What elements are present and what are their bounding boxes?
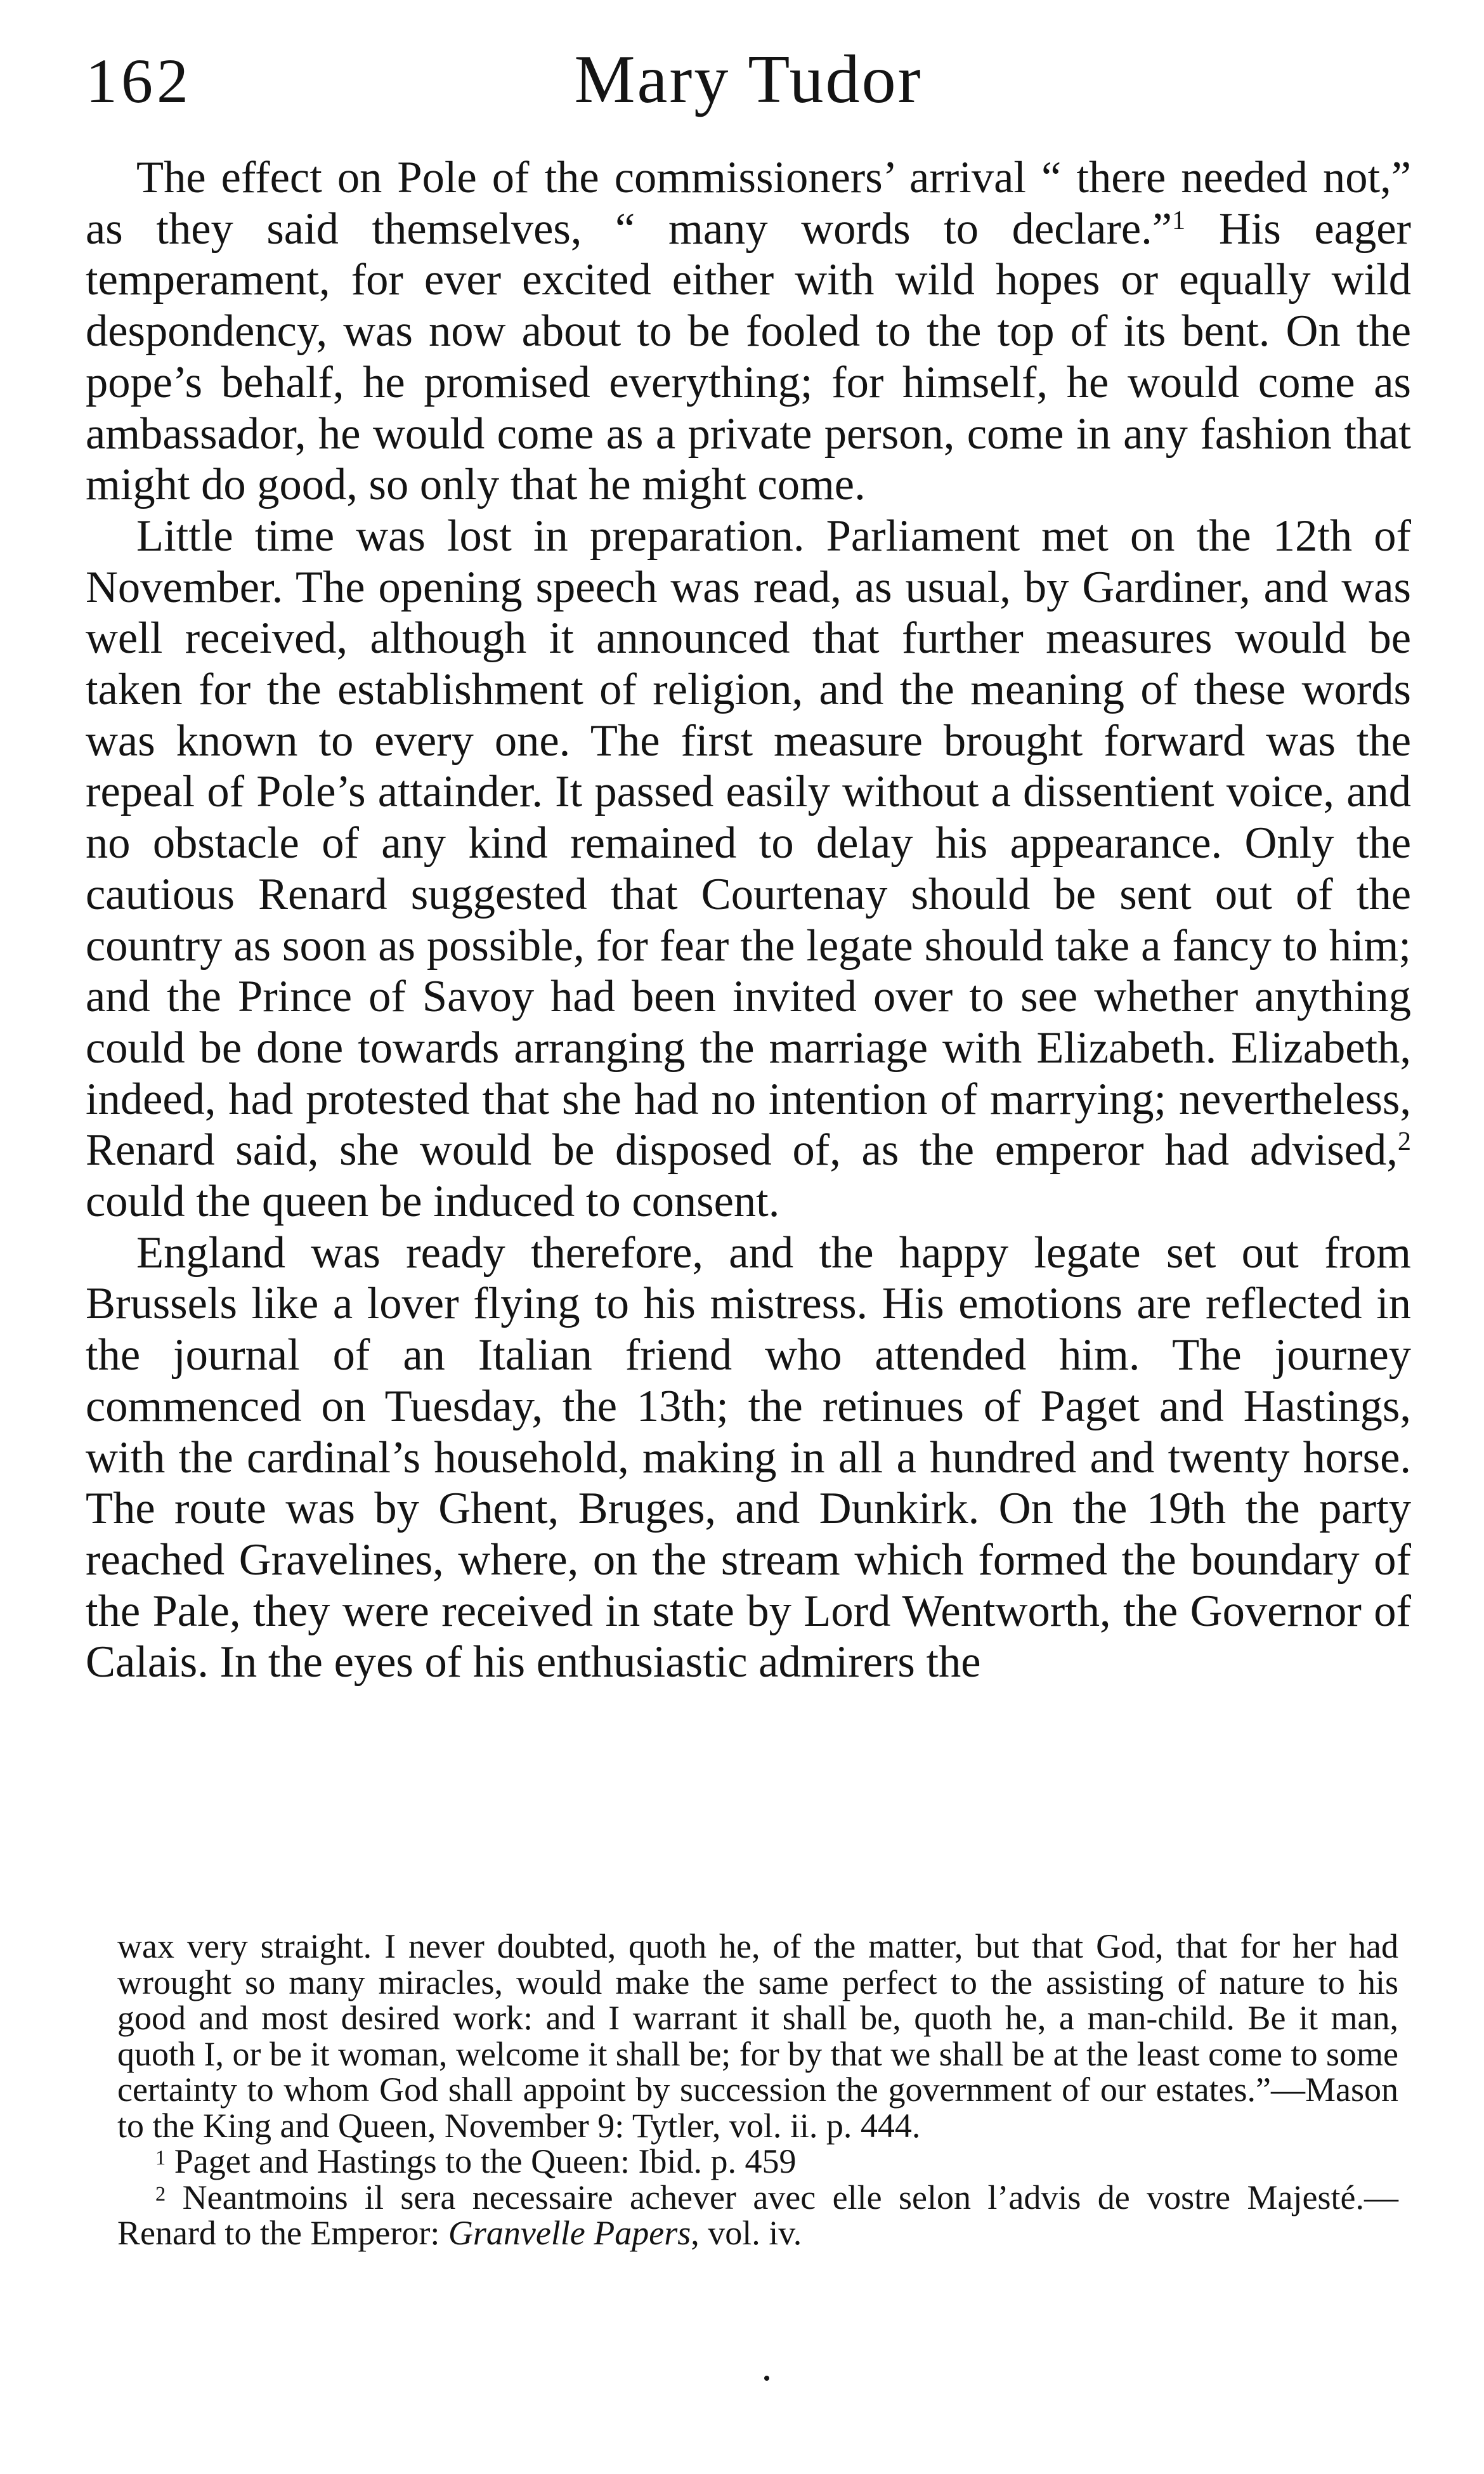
footnote-ref-1: 1 xyxy=(1172,205,1186,235)
footnote-2-book-title: Granvelle Papers xyxy=(448,2214,691,2252)
footnote-2 xyxy=(117,2180,1398,2251)
paragraph-2-text-b: could the queen be induced to consent. xyxy=(86,1177,780,1227)
paragraph-2 xyxy=(86,511,1411,1227)
footnote-continued: wax very straight. I never doubted, quoth he, of the matter, but that God, that for her had wrought so many miracles, would make the same perfect to the assisting of nature to his good and most desired work: and I warrant it shall be, quoth he, a man-child. Be it man, quoth I, or be it woman, welcome it shall be; for by that we shall be at the least come to some certainty to whom God shall appoint by succession the government of our estates.”—Mason to the King and Queen, November 9: Tytler, vol. ii. p. 444. xyxy=(117,1927,1398,2145)
page-header xyxy=(86,38,1411,133)
footnote-1-text: Paget and Hastings to the Queen: Ibid. p. 459 xyxy=(166,2142,797,2180)
paragraph-2-text-a: Little time was lost in preparation. Parliament met on the 12th of November. The opening speech was read, as usual, by Gardiner, and was well received, although it announced that further measures would be taken for the establishment of religion, and the meaning of these words was known to every one. The first measure brought forward was the repeal of Pole’s attainder. It passed easily without a dissentient voice, and no obstacle of any kind remained to delay his appearance. Only the cautious Renard suggested that Courtenay should be sent out of the country as soon as possible, for fear the legate should take a fancy to him; and the Prince of Savoy had been invited over to see whether anything could be done towards arranging the marriage with Elizabeth. Elizabeth, indeed, had protested that she had no intention of marrying; nevertheless, Renard said, she would be disposed of, as the emperor had advised, xyxy=(86,511,1411,1175)
paragraph-1-text-a: The effect on Pole of the commissioners’ arrival “ there needed not,” as they said themselves, “ many words to declare.” xyxy=(86,153,1411,254)
footnotes xyxy=(117,1928,1398,2251)
footnote-ref-2: 2 xyxy=(1397,1127,1411,1157)
paragraph-3-text: England was ready therefore, and the happy legate set out from Brussels like a lover flying to his mistress. His emotions are reflected in the journal of an Italian friend who attended him. The journey commenced on Tuesday, the 13th; the retinues of Paget and Hastings, with the cardinal’s household, making in all a hundred and twenty horse. The route was by Ghent, Bruges, and Dunkirk. On the 19th the party reached Gravelines, where, on the stream which formed the boundary of the Pale, they were received in state by Lord Wentworth, the Governor of Calais. In the eyes of his enthusiastic admirers the xyxy=(86,1227,1411,1687)
footnote-2-tail: , vol. iv. xyxy=(691,2214,802,2252)
footnote-1 xyxy=(117,2143,1398,2180)
page-number: 162 xyxy=(86,46,192,116)
paragraph-3 xyxy=(86,1227,1411,1688)
running-title: Mary Tudor xyxy=(574,42,923,117)
footnote-1-marker: 1 xyxy=(155,2147,166,2170)
printer-dot xyxy=(764,2376,769,2381)
main-text xyxy=(86,152,1411,1688)
paragraph-1 xyxy=(86,152,1411,511)
paragraph-1-text-b: His eager temperament, for ever excited either with wild hopes or equally wild despondency, was now about to be fooled to the top of its bent. On the pope’s behalf, he promised everything; for himself, he would come as ambassador, he would come as a private person, come in any fashion that might do good, so only that he might come. xyxy=(86,204,1411,510)
footnote-2-marker: 2 xyxy=(155,2182,166,2206)
footnote-2-text: Neantmoins il sera necessaire achever avec elle selon l’advis de vostre Majesté.—Renard to the Emperor: xyxy=(117,2178,1398,2252)
